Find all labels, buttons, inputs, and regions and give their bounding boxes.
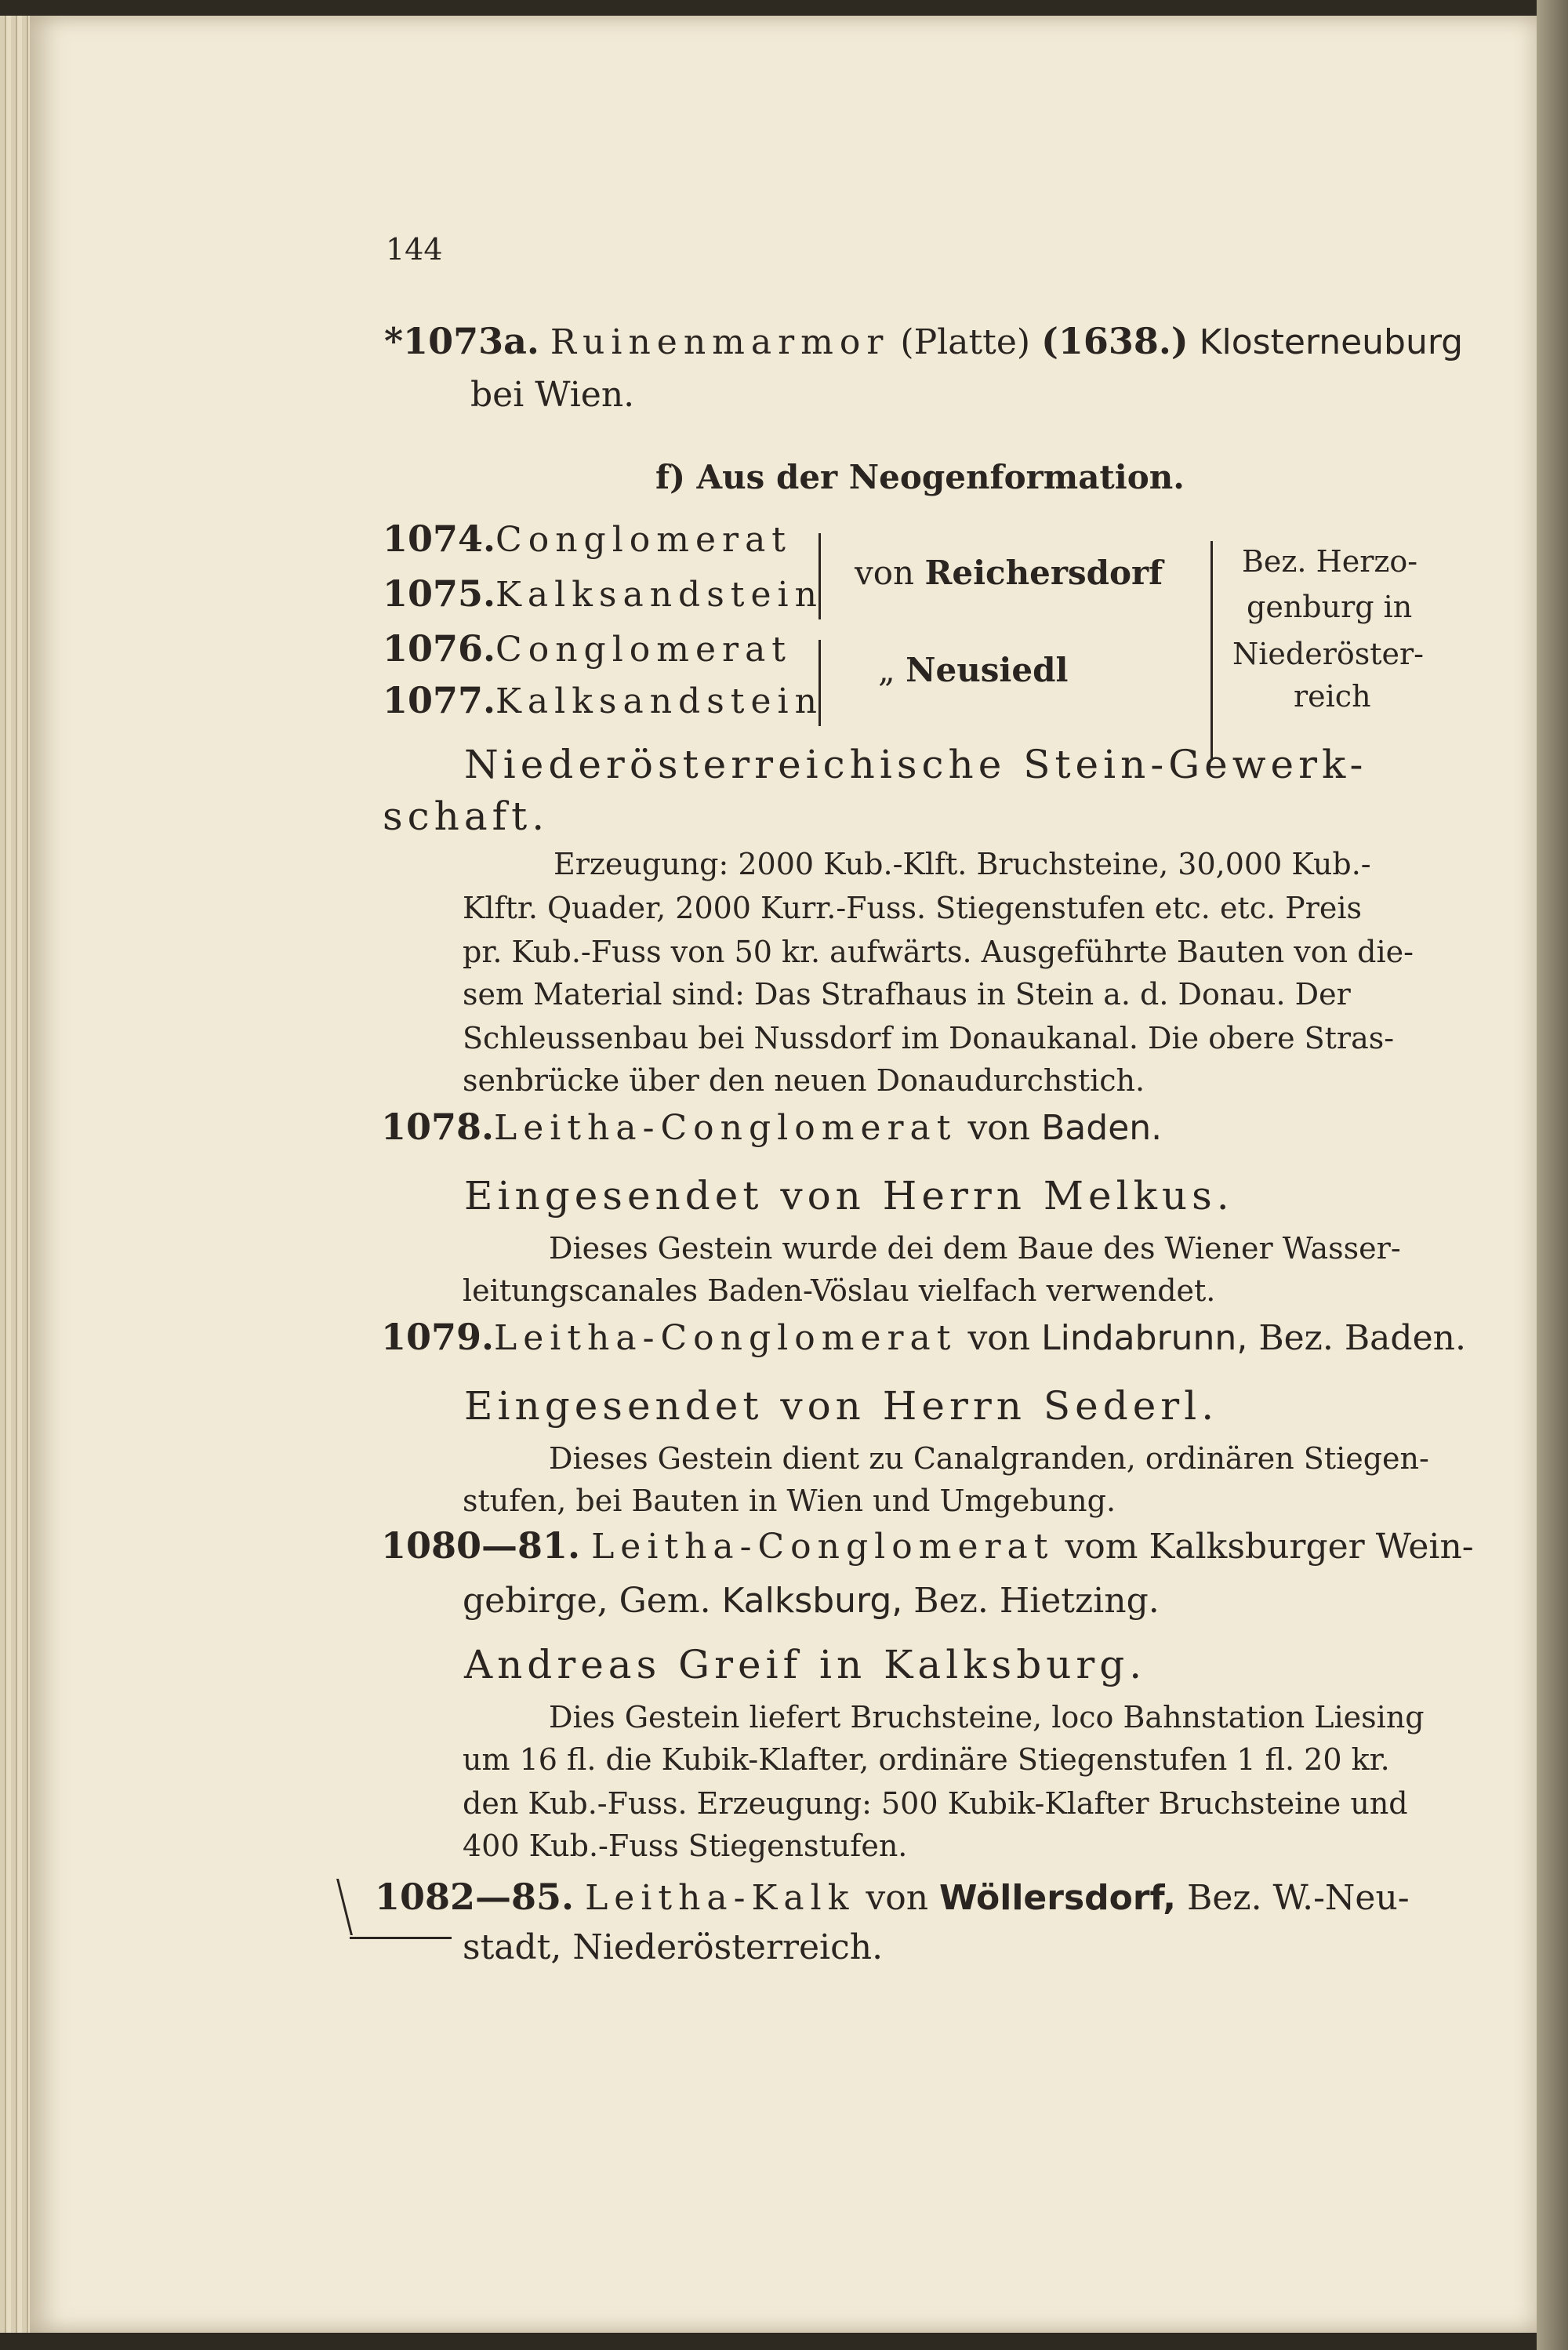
origin-place: Reichersdorf <box>924 554 1163 592</box>
company-text: den Kub.-Fuss. Erzeugung: 500 Kubik-Klafter Bruchsteine und <box>463 1786 1408 1821</box>
company-heading: Niederösterreichische Stein-Gewerk- <box>464 742 1368 787</box>
region-line: reich <box>1294 679 1371 714</box>
entry-number: 1079. <box>381 1316 495 1358</box>
entry-place: Kalksburg, <box>721 1581 903 1621</box>
row-number: 1075. <box>383 572 496 615</box>
entry-1073a <box>384 320 1463 362</box>
entry-type: (Platte) <box>900 322 1031 362</box>
origin-prefix: von <box>855 554 915 592</box>
entry-1080 <box>381 1524 1474 1567</box>
company-text: Dies Gestein liefert Bruchsteine, loco Bahnstation Liesing <box>549 1700 1425 1734</box>
company-text: Schleussenbau bei Nussdorf im Donaukanal. Die obere Stras- <box>463 1021 1395 1055</box>
row-name: Kalksandstein <box>495 575 823 615</box>
entry-number: 1080—81. <box>381 1524 581 1567</box>
entry-1078 <box>381 1106 1162 1148</box>
entry-prep: von <box>967 1318 1031 1358</box>
facing-page-edge <box>1537 0 1568 2350</box>
origin-2 <box>878 651 1068 689</box>
sender-text: Dieses Gestein wurde dei dem Baue des Wiener Wasser- <box>549 1231 1401 1266</box>
row-number: 1077. <box>383 679 496 721</box>
company-text: 400 Kub.-Fuss Stiegenstufen. <box>463 1829 908 1863</box>
table-row <box>383 627 792 670</box>
region-line: Niederöster- <box>1232 637 1425 671</box>
entry-1080-cont <box>463 1581 1160 1621</box>
entry-place: Baden. <box>1041 1108 1163 1148</box>
entry-prep: von <box>866 1878 929 1918</box>
row-name: Kalksandstein <box>495 681 823 721</box>
region-rule <box>1210 541 1213 761</box>
brace-lower <box>818 640 821 726</box>
company-text: sem Material sind: Das Strafhaus in Stein a. d. Donau. Der <box>463 977 1351 1012</box>
row-name: Conglomerat <box>495 630 792 670</box>
entry-number: *1073a. <box>384 320 539 362</box>
page-number: 144 <box>386 232 443 267</box>
entry-place: Wöllersdorf, <box>939 1878 1177 1918</box>
entry-cont-rest: Bez. Hietzing. <box>913 1581 1160 1621</box>
table-row <box>383 518 792 560</box>
entry-name: Ruinenmarmor <box>550 322 890 362</box>
section-heading: f) Aus der Neogenformation. <box>655 458 1185 496</box>
entry-1073a-cont: bei Wien. <box>470 375 635 415</box>
company-heading-cont: schaft. <box>383 794 550 839</box>
row-name: Conglomerat <box>495 520 792 560</box>
origin-1 <box>855 554 1163 592</box>
entry-rest: Bez. W.-Neu- <box>1187 1878 1410 1918</box>
sender-heading: Eingesendet von Herrn Sederl. <box>464 1383 1219 1429</box>
entry-1082-cont: stadt, Niederösterreich. <box>463 1927 884 1967</box>
company-text: pr. Kub.-Fuss von 50 kr. aufwärts. Ausgeführte Bauten von die- <box>463 935 1414 969</box>
region-line: Bez. Herzo- <box>1242 544 1418 579</box>
table-row <box>383 572 823 615</box>
entry-1082 <box>375 1876 1410 1918</box>
entry-number: 1078. <box>381 1106 495 1148</box>
brace-upper <box>818 533 821 619</box>
entry-name: Leitha-Conglomerat <box>494 1318 957 1358</box>
company-text: senbrücke über den neuen Donaudurchstich. <box>463 1063 1145 1098</box>
company-text: um 16 fl. die Kubik-Klafter, ordinäre Stiegenstufen 1 fl. 20 kr. <box>463 1742 1390 1777</box>
entry-place: Klosterneuburg <box>1199 322 1464 362</box>
entry-name: Leitha-Conglomerat <box>591 1527 1054 1567</box>
company-heading: Andreas Greif in Kalksburg. <box>464 1642 1147 1687</box>
entry-1079 <box>381 1316 1466 1358</box>
entry-rest: Bez. Baden. <box>1258 1318 1466 1358</box>
origin-prefix: „ <box>878 651 895 689</box>
entry-ref: (1638.) <box>1041 320 1189 362</box>
pencil-underline <box>350 1937 452 1939</box>
entry-cont-prefix: gebirge, Gem. <box>463 1581 711 1621</box>
entry-name: Leitha-Kalk <box>585 1878 855 1918</box>
entry-place: Lindabrunn, <box>1041 1318 1248 1358</box>
origin-place: Neusiedl <box>906 651 1069 689</box>
row-number: 1076. <box>383 627 496 670</box>
entry-rest: vom Kalksburger Wein- <box>1065 1527 1474 1567</box>
company-text: Klftr. Quader, 2000 Kurr.-Fuss. Stiegenstufen etc. etc. Preis <box>463 891 1363 925</box>
row-number: 1074. <box>383 518 496 560</box>
sender-text: Dieses Gestein dient zu Canalgranden, ordinären Stiegen- <box>549 1441 1429 1476</box>
sender-text: leitungscanales Baden-Vöslau vielfach verwendet. <box>463 1273 1216 1308</box>
sender-text: stufen, bei Bauten in Wien und Umgebung. <box>463 1484 1116 1518</box>
table-row <box>383 679 823 721</box>
sender-heading: Eingesendet von Herrn Melkus. <box>464 1173 1234 1219</box>
entry-prep: von <box>967 1108 1031 1148</box>
entry-number: 1082—85. <box>375 1876 575 1918</box>
entry-name: Leitha-Conglomerat <box>494 1108 957 1148</box>
region-line: genburg in <box>1247 590 1413 624</box>
company-text: Erzeugung: 2000 Kub.-Klft. Bruchsteine, 30,000 Kub.- <box>554 847 1371 881</box>
